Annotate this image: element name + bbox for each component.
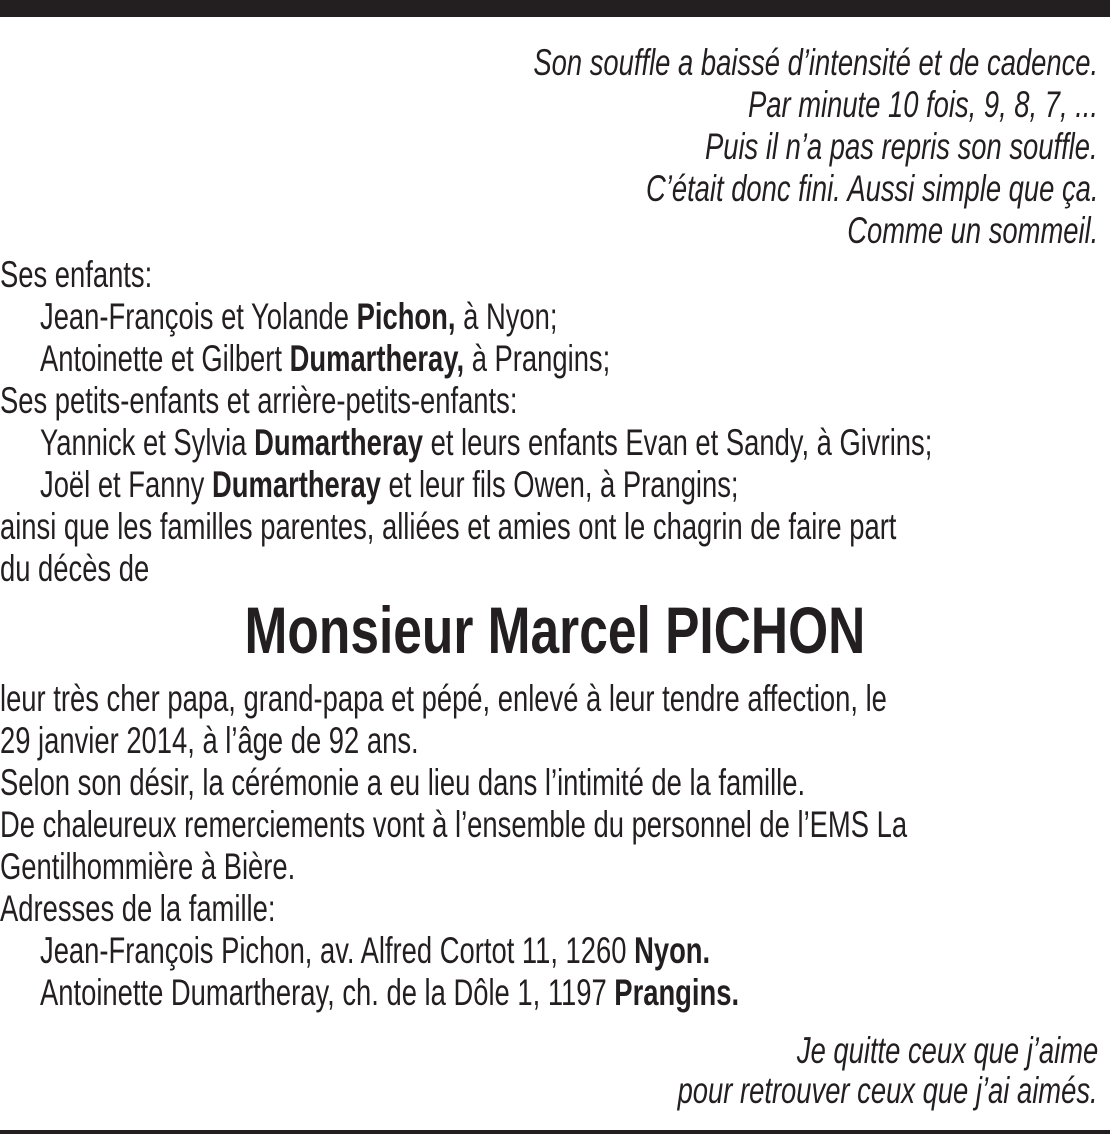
opening-poem-line: Son souffle a baissé d’intensité et de cadence. <box>533 42 1098 83</box>
deceased-name: Monsieur Marcel PICHON <box>244 593 866 667</box>
body-line: Gentilhommière à Bière. <box>0 846 296 887</box>
body-line: 29 janvier 2014, à l’âge de 92 ans. <box>0 720 419 761</box>
opening-poem-line: Par minute 10 fois, 9, 8, 7, ... <box>747 84 1098 125</box>
surname: Dumartheray <box>254 422 423 463</box>
opening-poem-line: Comme un sommeil. <box>846 210 1098 251</box>
opening-poem-line: C’était donc fini. Aussi simple que ça. <box>645 168 1098 209</box>
surname: Dumartheray, <box>289 338 465 379</box>
child-entry: Antoinette et Gilbert Dumartheray, à Prangins; <box>40 338 611 379</box>
children-heading: Ses enfants: <box>0 254 153 295</box>
addresses-heading: Adresses de la famille: <box>0 888 276 929</box>
opening-poem-line: Puis il n’a pas repris son souffle. <box>705 126 1098 167</box>
closing-poem-line: Je quitte ceux que j’aime <box>796 1030 1098 1071</box>
address-entry: Antoinette Dumartheray, ch. de la Dôle 1, 1197 Prangins. <box>40 972 740 1013</box>
body-line: De chaleureux remerciements vont à l’ensemble du personnel de l’EMS La <box>0 804 908 845</box>
bottom-rule <box>0 1130 1110 1134</box>
surname: Dumartheray <box>211 464 381 505</box>
surname: Pichon, <box>356 296 456 337</box>
grandchildren-heading: Ses petits-enfants et arrière-petits-enfants: <box>0 380 518 421</box>
grandchild-entry: Joël et Fanny Dumartheray et leur fils Owen, à Prangins; <box>40 464 739 505</box>
top-rule <box>0 0 1110 17</box>
child-entry: Jean-François et Yolande Pichon, à Nyon; <box>40 296 558 337</box>
address-city: Prangins. <box>614 972 740 1013</box>
closing-poem-line: pour retrouver ceux que j’ai aimés. <box>677 1070 1098 1111</box>
address-city: Nyon. <box>634 930 711 971</box>
announcement-line: du décès de <box>0 548 150 589</box>
address-entry: Jean-François Pichon, av. Alfred Cortot 11, 1260 Nyon. <box>40 930 711 971</box>
grandchild-entry: Yannick et Sylvia Dumartheray et leurs enfants Evan et Sandy, à Givrins; <box>40 422 933 463</box>
body-line: leur très cher papa, grand-papa et pépé, enlevé à leur tendre affection, le <box>0 678 887 719</box>
announcement-line: ainsi que les familles parentes, alliées et amies ont le chagrin de faire part <box>0 506 897 547</box>
body-line: Selon son désir, la cérémonie a eu lieu dans l’intimité de la famille. <box>0 762 806 803</box>
